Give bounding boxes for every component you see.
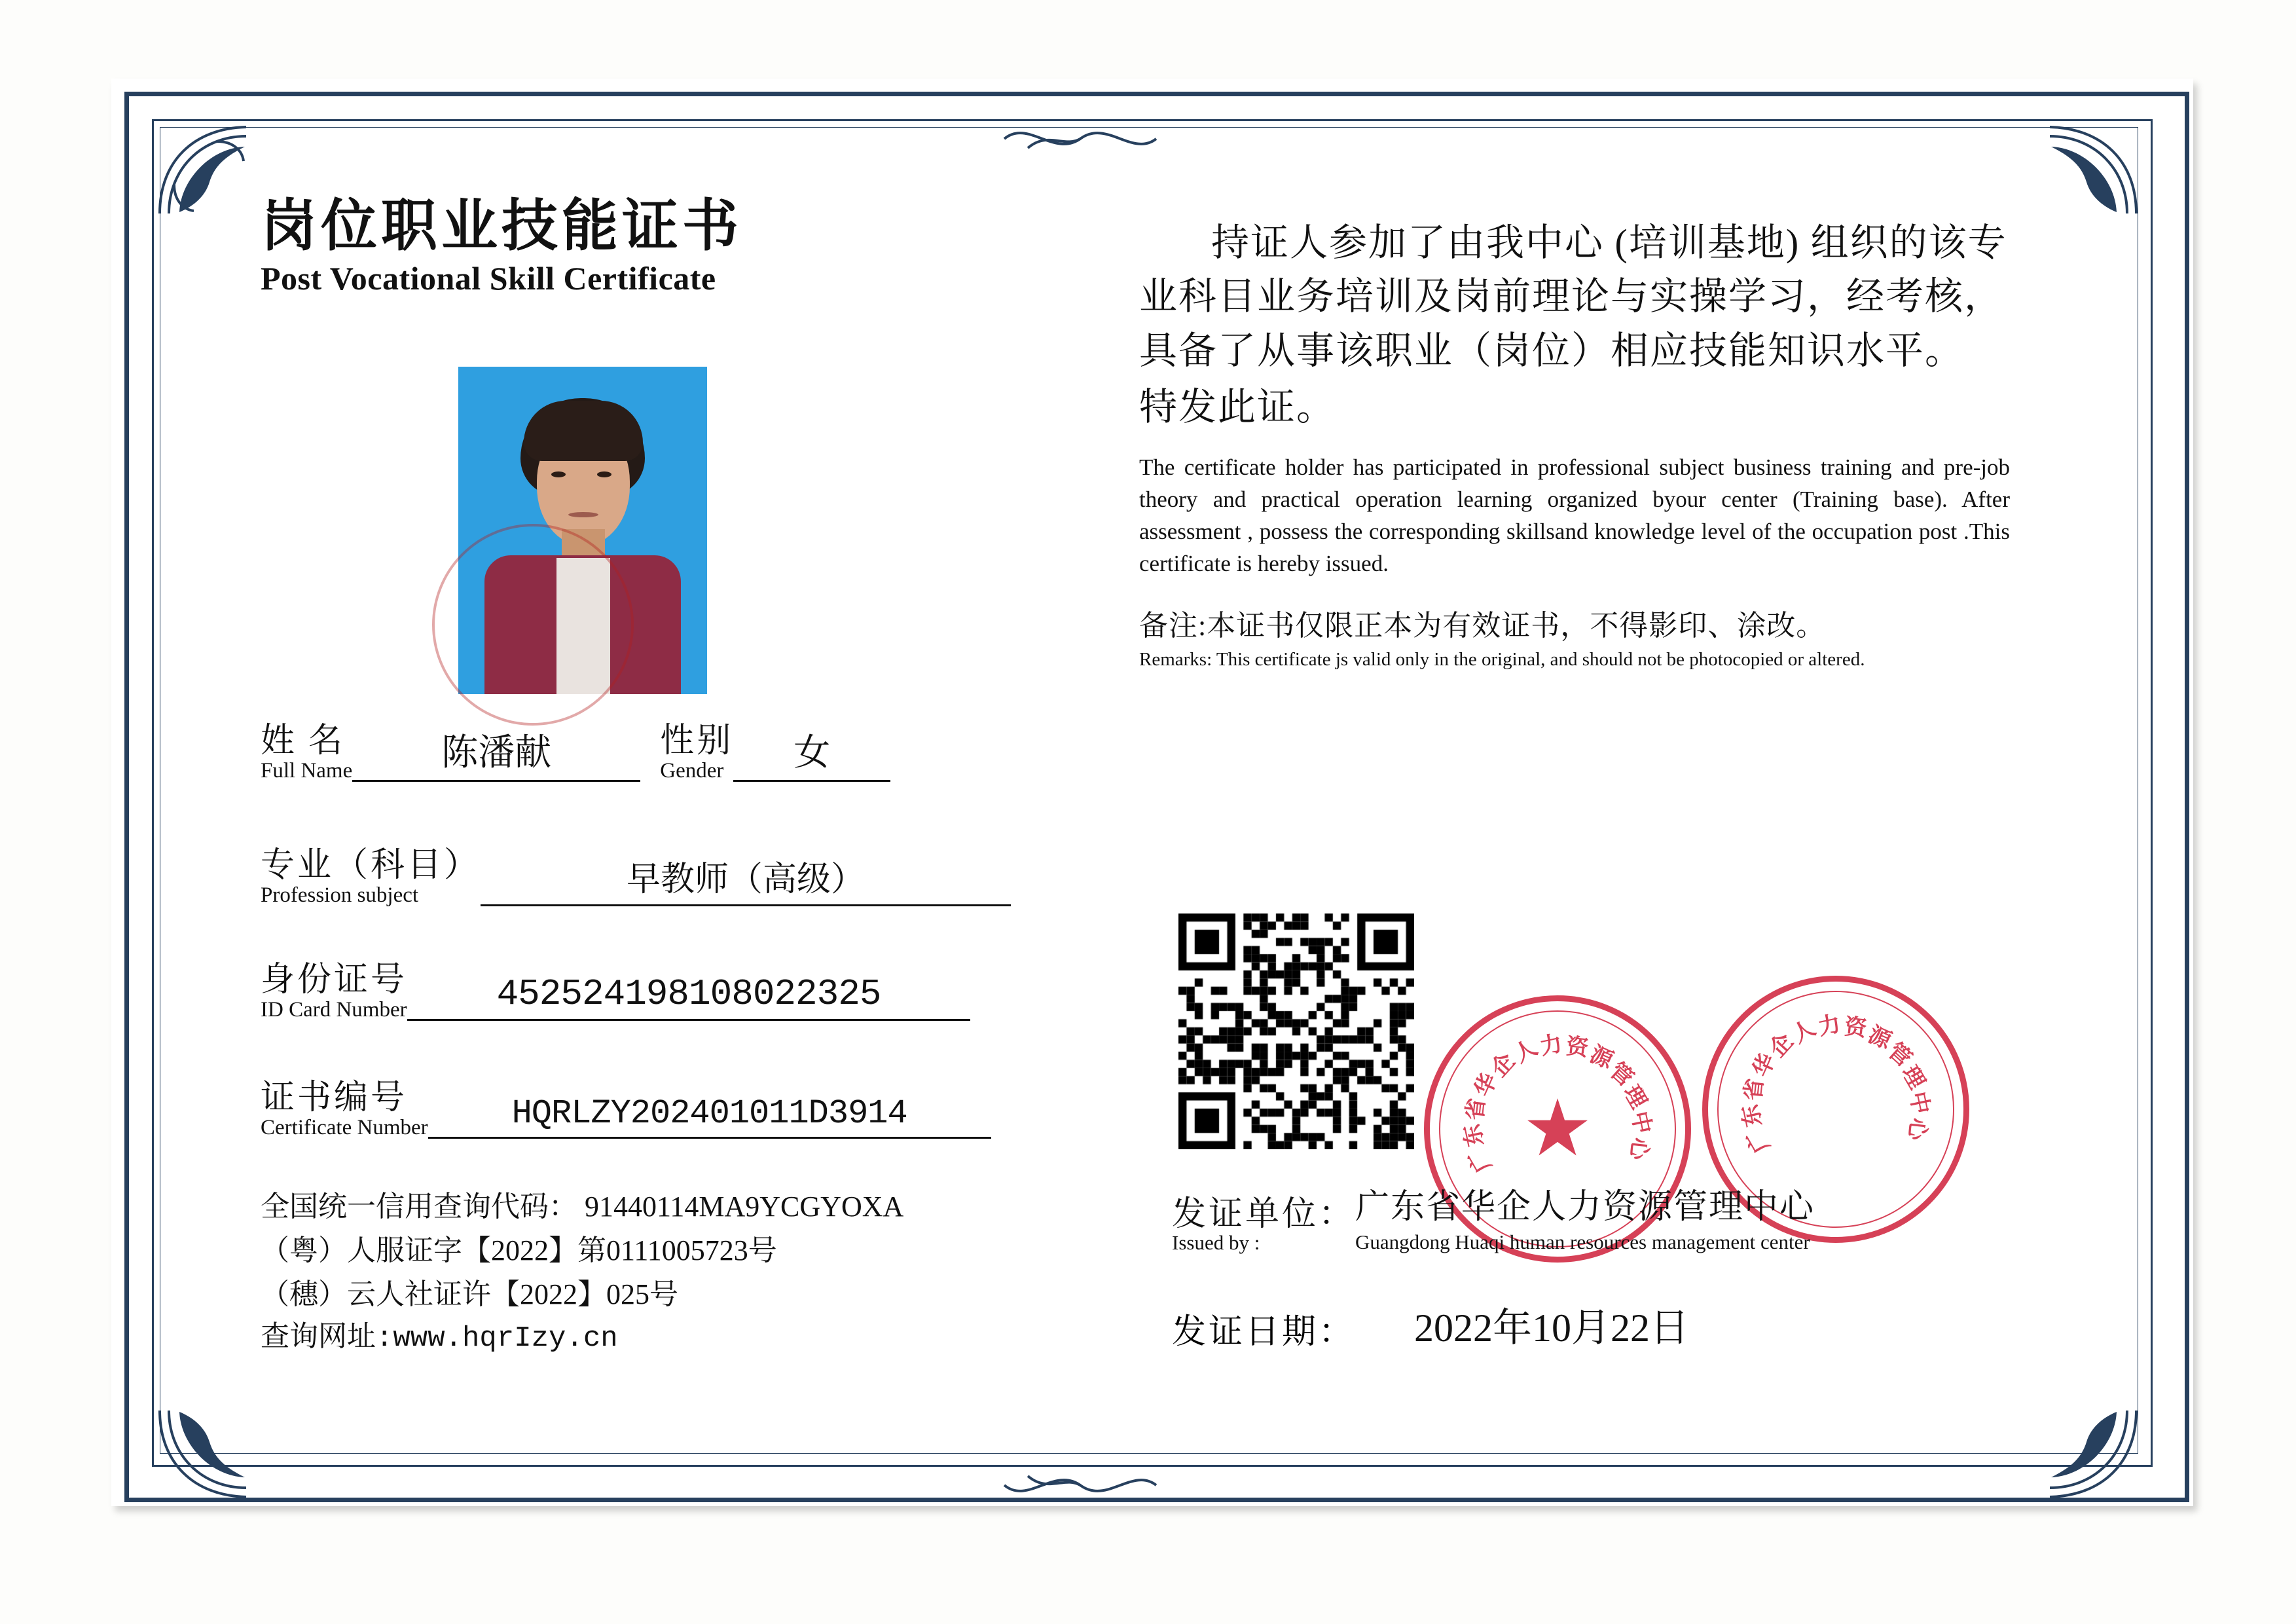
photo-overlay-seal bbox=[432, 524, 634, 726]
ornament-top-center-icon bbox=[1002, 122, 1159, 156]
value-certificate-number: HQRLZY202401011D3914 bbox=[428, 1094, 991, 1139]
label-id-card: 身份证号 ID Card Number bbox=[261, 961, 408, 1022]
remark-chinese: 备注:本证书仅限正本为有效证书，不得影印、涂改。 bbox=[1139, 610, 1826, 642]
certificate-body bbox=[1139, 216, 2010, 671]
field-profession bbox=[261, 848, 1011, 906]
value-issue-date: 2022年10月22日 bbox=[1414, 1306, 1690, 1350]
footer-line-website[interactable]: 查询网址:www.hqrIzy.cn bbox=[261, 1321, 618, 1355]
title-chinese: 岗位职业技能证书 bbox=[261, 194, 742, 257]
label-certificate-number: 证书编号 Certificate Number bbox=[261, 1079, 428, 1139]
official-seal-1: ★ 广 东 省 华 企 人 力 资 源 管 理 中 心 bbox=[1424, 995, 1691, 1263]
footer-info bbox=[261, 1185, 903, 1361]
footer-line-credit-code: 全国统一信用查询代码： 91440114MA9YCGYOXA bbox=[261, 1190, 904, 1223]
body-text-english: The certificate holder has participated in professional subject business training and pre-job theory and practical operation learning organized byour center (Training base). After assessment , possess the corresponding skillsand knowledge level of the occupation post .This certificate is hereby issued. bbox=[1139, 454, 2010, 577]
value-gender: 女 bbox=[733, 724, 890, 782]
ornament-corner-top-right-icon bbox=[2017, 122, 2141, 220]
qr-code[interactable] bbox=[1178, 913, 1414, 1149]
label-profession: 专业（科目） Profession subject bbox=[261, 847, 481, 907]
ornament-corner-bottom-right-icon bbox=[2017, 1404, 2141, 1502]
body-text-chinese bbox=[1139, 216, 2010, 378]
remark-english: Remarks: This certificate js valid only in the original, and should not be photocopied or altered. bbox=[1139, 649, 1865, 671]
label-issue-date: 发证日期： bbox=[1172, 1314, 1356, 1351]
ornament-bottom-center-icon bbox=[1002, 1468, 1159, 1502]
field-id-card bbox=[261, 963, 970, 1021]
footer-line-license-1: （粤）人服证字【2022】第0111005723号 bbox=[261, 1234, 777, 1266]
value-issuer-chinese: 广东省华企人力资源管理中心 bbox=[1355, 1189, 1815, 1226]
official-seal-2: 广 东 省 华 企 人 力 资 源 管 理 中 心 bbox=[1702, 976, 1969, 1243]
value-full-name: 陈潘献 bbox=[352, 724, 640, 782]
ornament-corner-bottom-left-icon bbox=[155, 1404, 279, 1502]
footer-line-license-2: （穗）云人社证许【2022】025号 bbox=[261, 1278, 678, 1310]
body-text-chinese-value: 持证人参加了由我中心 (培训基地) 组织的该专业科目业务培训及岗前理论与实操学习，经考核，具备了从事该职业（岗位）相应技能知识水平。 bbox=[1139, 221, 2007, 372]
label-issuer: 发证单位： Issued by : bbox=[1172, 1195, 1356, 1255]
field-issuer bbox=[1172, 1179, 1815, 1254]
body-text-chinese-2: 特发此证。 bbox=[1139, 386, 1336, 429]
value-issuer-english: Guangdong Huaqi human resources management center bbox=[1355, 1230, 1810, 1253]
value-profession: 早教师（高级） bbox=[481, 851, 1011, 906]
label-gender: 性别 Gender bbox=[660, 722, 734, 783]
value-id-card: 452524198108022325 bbox=[407, 973, 970, 1021]
field-issue-date bbox=[1172, 1297, 1689, 1353]
field-full-name bbox=[261, 724, 890, 782]
title-english: Post Vocational Skill Certificate bbox=[261, 260, 716, 297]
label-full-name: 姓 名 Full Name bbox=[261, 722, 353, 783]
certificate-title-block bbox=[261, 196, 1079, 297]
field-certificate-number bbox=[261, 1080, 991, 1139]
